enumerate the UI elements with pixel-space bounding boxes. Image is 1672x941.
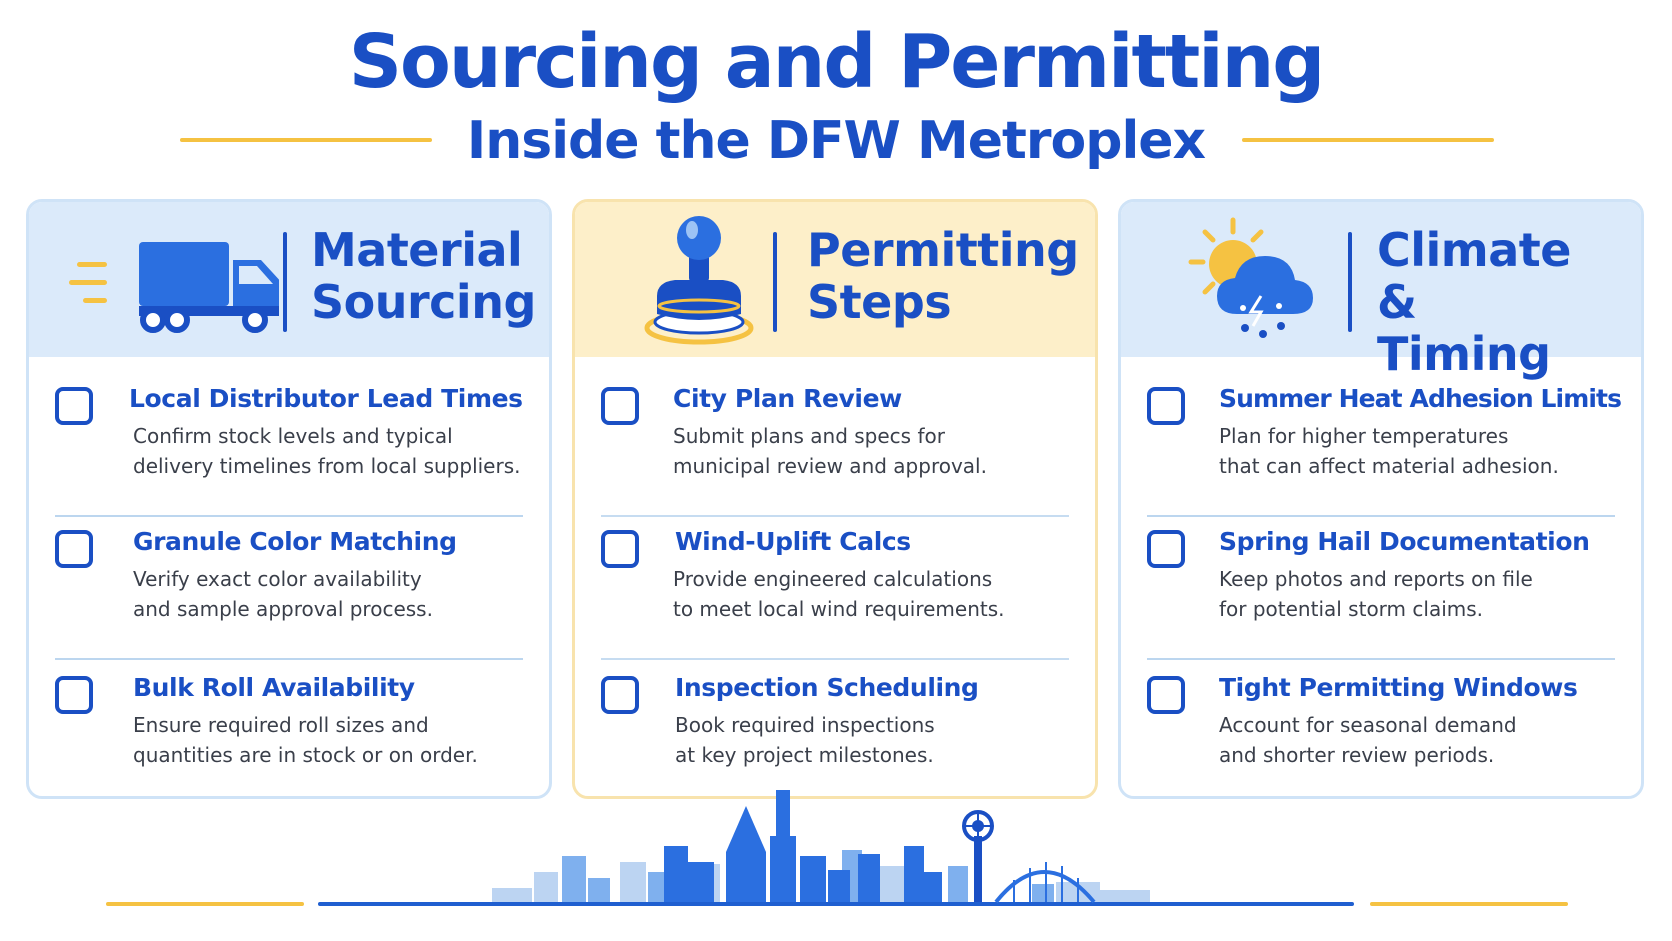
card-title-line2: Steps (807, 275, 952, 329)
item-description-line1: Submit plans and specs for (673, 424, 945, 448)
item-description (133, 421, 552, 481)
item-separator (1147, 658, 1615, 660)
header-divider (283, 232, 287, 332)
checkbox[interactable] (55, 676, 93, 714)
header-rule-right (1242, 138, 1494, 142)
delivery-truck-icon (49, 210, 279, 350)
card-title-line1: Material (311, 223, 523, 277)
item-description (133, 564, 552, 624)
card-title (1377, 224, 1613, 380)
card-title (311, 224, 547, 328)
item-description-line2: to meet local wind requirements. (673, 597, 1005, 621)
item-title: Spring Hail Documentation (1219, 527, 1590, 556)
material-sourcing-card (26, 199, 552, 799)
dallas-skyline-illustration (0, 780, 1672, 910)
item-description-line1: Ensure required roll sizes and (133, 713, 429, 737)
item-description-line2: and sample approval process. (133, 597, 433, 621)
item-description-line2: for potential storm claims. (1219, 597, 1484, 621)
item-separator (1147, 515, 1615, 517)
item-description-line1: Provide engineered calculations (673, 567, 993, 591)
item-description (1219, 564, 1639, 624)
checklist-item (575, 520, 1095, 660)
climate-timing-card (1118, 199, 1644, 799)
checkbox[interactable] (601, 387, 639, 425)
checkbox[interactable] (601, 676, 639, 714)
item-description-line1: Verify exact color availability (133, 567, 422, 591)
item-description-line1: Confirm stock levels and typical (133, 424, 453, 448)
item-separator (55, 515, 523, 517)
item-description (673, 421, 1093, 481)
item-description-line2: municipal review and approval. (673, 454, 987, 478)
item-description-line2: and shorter review periods. (1219, 743, 1495, 767)
header-rule-left (180, 138, 432, 142)
item-separator (601, 658, 1069, 660)
item-title: Tight Permitting Windows (1219, 673, 1578, 702)
checkbox[interactable] (55, 530, 93, 568)
item-title: Wind-Uplift Calcs (675, 527, 911, 556)
checkbox[interactable] (1147, 387, 1185, 425)
item-title: Inspection Scheduling (675, 673, 979, 702)
item-description-line2: quantities are in stock or on order. (133, 743, 478, 767)
checklist-item (29, 520, 549, 660)
card-title (807, 223, 1079, 329)
item-separator (601, 515, 1069, 517)
header-divider (773, 232, 777, 332)
item-description-line1: Plan for higher temperatures (1219, 424, 1509, 448)
sun-storm-cloud-icon (1141, 210, 1371, 350)
card-header (1121, 202, 1641, 381)
item-description (133, 710, 552, 770)
item-title: City Plan Review (673, 384, 902, 413)
item-description (1219, 710, 1639, 770)
item-title: Local Distributor Lead Times (129, 384, 523, 413)
checklist-item (1121, 377, 1641, 517)
item-description (675, 710, 1095, 770)
card-title-line1: Permitting (807, 223, 1079, 277)
checklist-item (29, 377, 549, 517)
card-title-line2: Sourcing (311, 275, 536, 329)
item-description-line2: that can affect material adhesion. (1219, 454, 1559, 478)
card-title-line2: Timing (1377, 327, 1551, 381)
item-description-line1: Keep photos and reports on file (1219, 567, 1533, 591)
card-header (575, 202, 1095, 357)
checkbox[interactable] (1147, 676, 1185, 714)
permit-stamp-icon (595, 210, 825, 350)
item-description-line1: Account for seasonal demand (1219, 713, 1517, 737)
header-divider (1348, 232, 1352, 332)
item-separator (55, 658, 523, 660)
item-description (1219, 421, 1639, 481)
checkbox[interactable] (601, 530, 639, 568)
card-title-line1: Climate & (1377, 223, 1571, 329)
checklist-item (1121, 520, 1641, 660)
checkbox[interactable] (55, 387, 93, 425)
item-description-line2: delivery timelines from local suppliers. (133, 454, 521, 478)
page-subtitle: Inside the DFW Metroplex (466, 111, 1206, 171)
item-description (673, 564, 1093, 624)
item-description-line2: at key project milestones. (675, 743, 934, 767)
item-title: Bulk Roll Availability (133, 673, 415, 702)
card-header (29, 202, 549, 357)
page-title: Sourcing and Permitting (348, 19, 1324, 105)
checklist-item (575, 377, 1095, 517)
item-description-line1: Book required inspections (675, 713, 935, 737)
item-title: Summer Heat Adhesion Limits (1219, 384, 1622, 413)
checkbox[interactable] (1147, 530, 1185, 568)
permitting-steps-card (572, 199, 1098, 799)
item-title: Granule Color Matching (133, 527, 457, 556)
